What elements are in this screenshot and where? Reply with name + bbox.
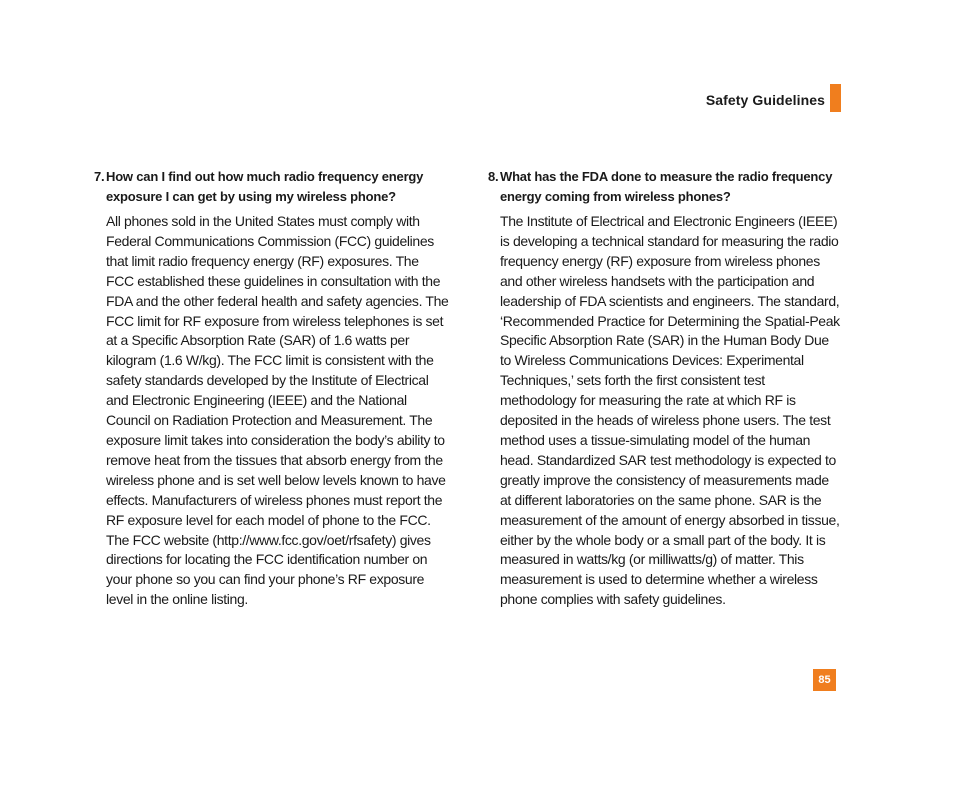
question-text: How can I find out how much radio frequency energy exposure I can get by using my wireless phone?: [106, 169, 424, 204]
question-text: What has the FDA done to measure the radio frequency energy coming from wireless phones?: [500, 169, 833, 204]
question-heading: [94, 167, 449, 206]
faq-item-7: [94, 167, 449, 610]
page-number-badge: 85: [813, 669, 836, 691]
question-number: 7.: [94, 169, 105, 184]
answer-paragraph: The Institute of Electrical and Electronic Engineers (IEEE) is developing a technical standard for measuring the radio frequency energy (RF) exposure from wireless phones and other wireless handsets with the participation and leadership of FDA scientists and engineers. The standard, ‘Recommended Practice for Determining the Spatial-Peak Specific Absorption Rate (SAR) in the Human Body Due to Wireless Communications Devices: Experimental Techniques,’ sets forth the first consistent test methodology for measuring the rate at which RF is deposited in the heads of wireless phone users. The test method uses a tissue-simulating model of the human head. Standardized SAR test methodology is expected to greatly improve the consistency of measurements made at different laboratories on the same phone. SAR is the measurement of the amount of energy absorbed in tissue, either by the whole body or a small part of the body. It is measured in watts/kg (or milliwatts/g) of matter. This measurement is used to determine whether a wireless phone complies with safety guidelines.: [500, 213, 840, 608]
answer-paragraph: All phones sold in the United States must comply with Federal Communications Commission (FCC) guidelines that limit radio frequency energy (RF) exposures. The FCC established these guidelines in consultation with the FDA and the other federal health and safety agencies. The FCC limit for RF exposure from wireless telephones is set at a Specific Absorption Rate (SAR) of 1.6 watts per kilogram (1.6 W/kg). The FCC limit is consistent with the safety standards developed by the Institute of Electrical and Electronic Engineering (IEEE) and the National Council on Radiation Protection and Measurement. The exposure limit takes into consideration the body’s ability to remove heat from the tissues that absorb energy from the wireless phone and is set well below levels known to have effects. Manufacturers of wireless phones must report the RF exposure level for each model of phone to the FCC. The FCC website (http://www.fcc.gov/oet/rfsafety) gives directions for locating the FCC identification number on your phone so you can find your phone’s RF exposure level in the online listing.: [106, 213, 449, 608]
section-accent-tab: [830, 84, 841, 112]
question-heading: [488, 167, 840, 206]
section-title: Safety Guidelines: [705, 92, 825, 108]
question-number: 8.: [488, 169, 499, 184]
faq-item-8: [488, 167, 840, 610]
